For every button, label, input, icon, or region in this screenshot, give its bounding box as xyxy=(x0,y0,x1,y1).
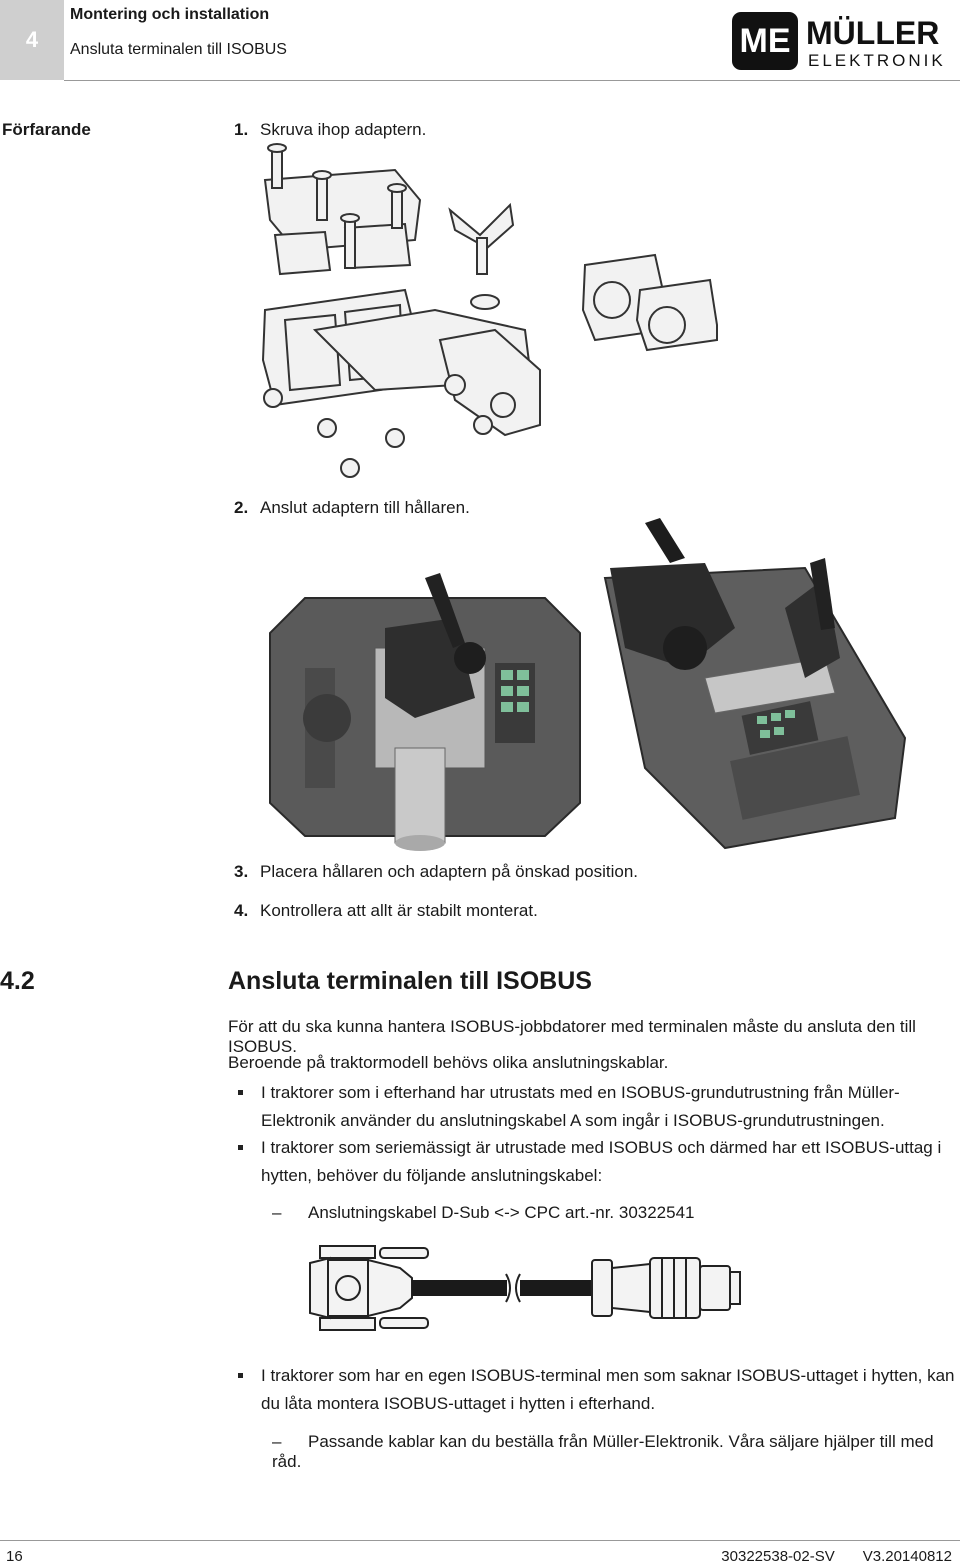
dsub-cpc-cable-illustration xyxy=(300,1238,745,1338)
svg-text:ME: ME xyxy=(739,22,791,60)
bullet-marker xyxy=(238,1373,243,1378)
step-3: 3. Placera hållaren och adaptern på önskad position. xyxy=(234,862,639,881)
document-id: 30322538-02-SV xyxy=(721,1548,835,1565)
bullet-marker xyxy=(238,1145,243,1150)
chapter-title: Montering och installation xyxy=(70,6,270,23)
bullet-retrofitted-tractors: I traktorer som i efterhand har utrustats med en ISOBUS-grundutrustning från Müller-Elektronik använder du anslutningskabel A som ingår i ISOBUS-grundutrustningen. xyxy=(238,1079,958,1135)
bullet-own-terminal-tractors: I traktorer som har en egen ISOBUS-terminal men som saknar ISOBUS-uttaget i hytten, kan du låta montera ISOBUS-uttaget i hytten i efterhand. xyxy=(238,1362,958,1418)
bullet-marker xyxy=(238,1090,243,1095)
cable-item: – Anslutningskabel D-Sub <-> CPC art.-nr. 30322541 xyxy=(272,1203,695,1222)
intro-paragraph-1: För att du ska kunna hantera ISOBUS-jobbdatorer med terminalen måste du ansluta den till ISOBUS. xyxy=(228,1017,916,1056)
step-4: 4. Kontrollera att allt är stabilt monterat. xyxy=(234,901,538,920)
mueller-elektronik-logo xyxy=(732,10,950,72)
page-number: 16 xyxy=(6,1548,23,1565)
footer-divider xyxy=(0,1540,960,1541)
footer-doc-info xyxy=(693,1548,952,1565)
bullet-series-isobus-tractors: I traktorer som seriemässigt är utrustade med ISOBUS och därmed har ett ISOBUS-uttag i hytten, behöver du följande anslutningskabel: xyxy=(238,1134,958,1190)
document-version: V3.20140812 xyxy=(862,1548,952,1565)
adapter-exploded-illustration xyxy=(255,140,720,485)
section-running-title: Ansluta terminalen till ISOBUS xyxy=(70,41,287,58)
intro-paragraph-2: Beroende på traktormodell behövs olika anslutningskablar. xyxy=(228,1053,669,1072)
step-2: 2. Anslut adaptern till hållaren. xyxy=(234,498,470,517)
section-number: 4.2 xyxy=(0,967,35,995)
cables-order-note: – Passande kablar kan du beställa från Müller-Elektronik. Våra säljare hjälper till med råd. xyxy=(272,1432,934,1471)
section-heading: Ansluta terminalen till ISOBUS xyxy=(228,967,592,995)
procedure-label: Förfarande xyxy=(2,120,91,139)
terminal-with-holder-photo xyxy=(265,518,910,858)
step-1: 1. Skruva ihop adaptern. xyxy=(234,120,427,139)
header-divider xyxy=(64,80,960,81)
svg-text:ELEKTRONIK: ELEKTRONIK xyxy=(808,51,946,70)
chapter-number-box xyxy=(0,0,64,80)
svg-text:MÜLLER: MÜLLER xyxy=(806,15,940,51)
chapter-number: 4 xyxy=(25,27,39,52)
